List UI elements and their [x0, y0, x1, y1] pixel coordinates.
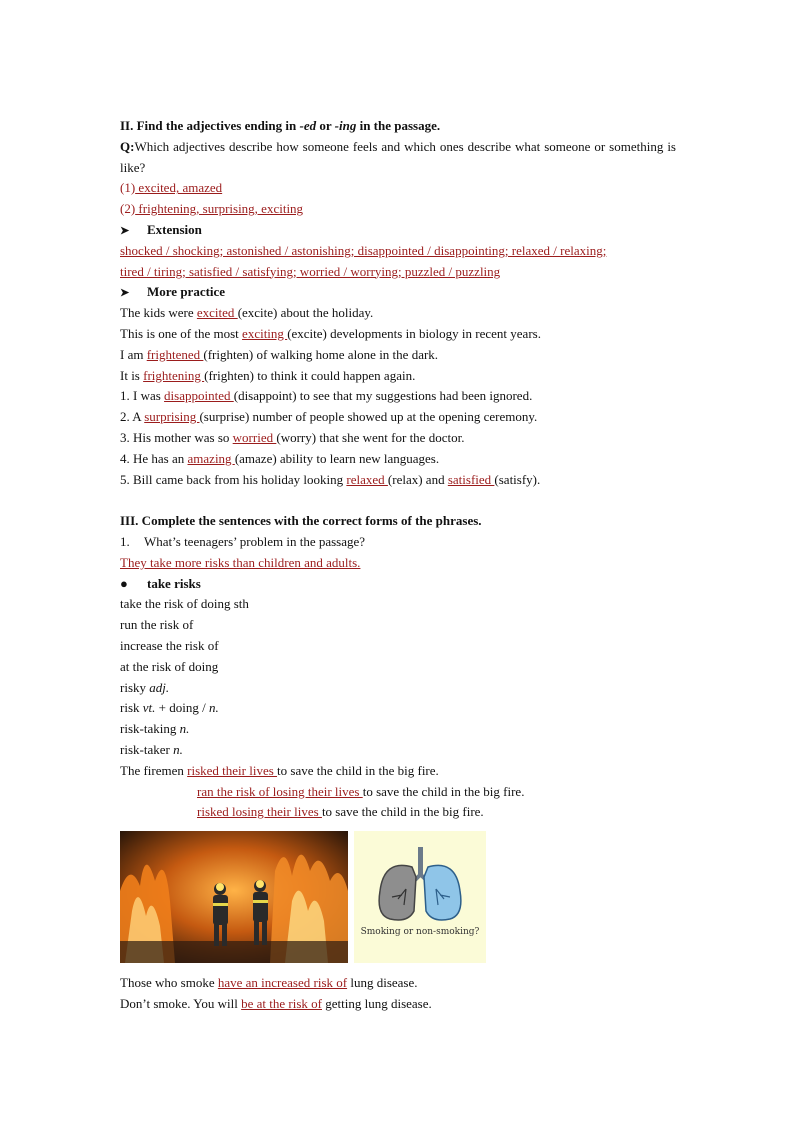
- lungs-illustration: [354, 831, 486, 963]
- arrow-bullet-icon: ➤: [120, 287, 130, 300]
- firefighters-photo: [120, 831, 348, 963]
- arrow-bullet-icon: ➤: [120, 224, 130, 237]
- answer-2: (2) frightening, surprising, exciting: [120, 201, 304, 217]
- practice-item: 3. His mother was so worried (worry) that she went for the doctor.: [120, 429, 465, 445]
- lungs-caption: Smoking or non-smoking?: [360, 927, 480, 938]
- phrase-item: take the risk of doing sth: [120, 596, 249, 612]
- practice-item: This is one of the most exciting (excite) developments in biology in recent years.: [120, 325, 541, 341]
- section-2-heading: II. Find the adjectives ending in -ed or -ing in the passage.: [120, 118, 441, 133]
- worksheet-page: [120, 116, 676, 1015]
- practice-item: 1. I was disappointed (disappoint) to see that my suggestions had been ignored.: [120, 388, 533, 404]
- extension-heading: ➤ Extension: [120, 220, 676, 241]
- firemen-sentence-alt: risked losing their lives to save the child in the big fire.: [197, 804, 484, 820]
- section-3-heading: III. Complete the sentences with the correct forms of the phrases.: [120, 513, 482, 529]
- take-risks-heading: ● take risks: [120, 574, 676, 595]
- practice-item: I am frightened (frighten) of walking home alone in the dark.: [120, 346, 439, 362]
- spacer: [120, 490, 676, 511]
- illustrations: [120, 831, 676, 967]
- question-1: 1. What’s teenagers’ problem in the passage?: [120, 533, 366, 549]
- practice-item: 2. A surprising (surprise) number of people showed up at the opening ceremony.: [120, 409, 538, 425]
- practice-item: It is frightening (frighten) to think it could happen again.: [120, 367, 416, 383]
- practice-item: 5. Bill came back from his holiday looking relaxed (relax) and satisfied (satisfy).: [120, 471, 541, 487]
- phrase-item: increase the risk of: [120, 637, 219, 653]
- phrase-item: at the risk of doing: [120, 658, 219, 674]
- answer-1: (1) excited, amazed: [120, 180, 223, 196]
- smoke-sentence-2: Don’t smoke. You will be at the risk of getting lung disease.: [120, 995, 432, 1011]
- practice-heading: ➤ More practice: [120, 282, 676, 303]
- firemen-sentence-alt: ran the risk of losing their lives to save the child in the big fire.: [197, 783, 525, 799]
- smoke-sentence-1: Those who smoke have an increased risk of lung disease.: [120, 975, 418, 991]
- question-1-answer: They take more risks than children and adults.: [120, 554, 361, 570]
- dot-bullet-icon: ●: [120, 575, 128, 591]
- firemen-sentence: The firemen risked their lives to save the child in the big fire.: [120, 762, 439, 778]
- extension-line-2: tired / tiring; satisfied / satisfying; worried / worrying; puzzled / puzzling: [120, 263, 501, 279]
- word-form-risky: risky adj.: [120, 679, 170, 695]
- phrase-item: run the risk of: [120, 617, 194, 633]
- question-adjectives: Q:Which adjectives describe how someone feels and which ones describe what someone or something is like?: [120, 138, 676, 175]
- word-form-risk: risk vt. + doing / n.: [120, 700, 219, 716]
- practice-item: 4. He has an amazing (amaze) ability to learn new languages.: [120, 450, 440, 466]
- extension-line-1: shocked / shocking; astonished / astonishing; disappointed / disappointing; relaxed / relaxing;: [120, 242, 607, 258]
- word-form-risk-taker: risk-taker n.: [120, 741, 183, 757]
- practice-item: The kids were excited (excite) about the holiday.: [120, 305, 374, 321]
- word-form-risk-taking: risk-taking n.: [120, 721, 190, 737]
